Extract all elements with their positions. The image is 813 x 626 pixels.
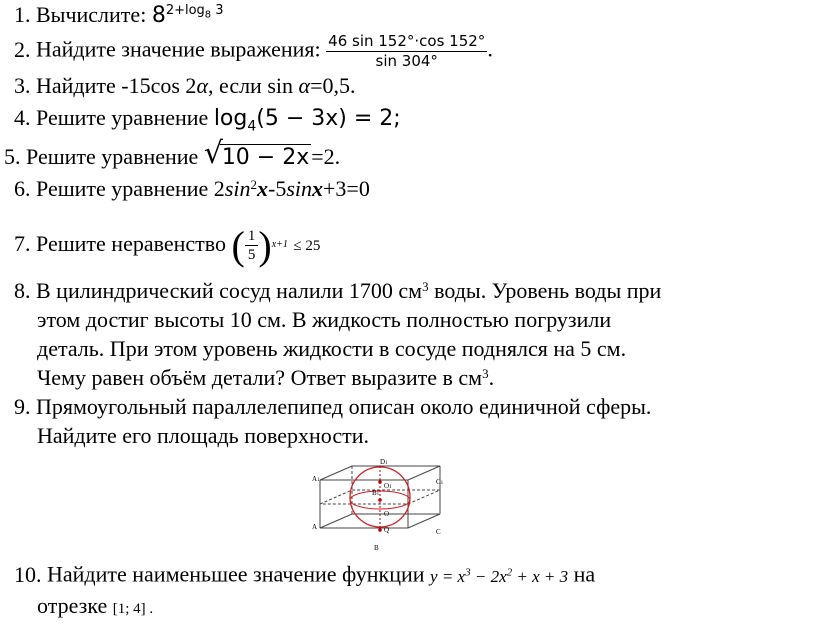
task-number: 9. — [14, 394, 31, 419]
task-8-line-1 — [14, 276, 661, 305]
task-1 — [14, 2, 224, 33]
task-text: Чему равен объём детали? Ответ выразите в см — [37, 365, 483, 390]
point-o — [378, 498, 382, 502]
task-text-mid: , если sin — [208, 73, 299, 98]
task-text-end: =2. — [311, 144, 341, 169]
task-number: 3. — [14, 73, 31, 98]
task-number: 2. — [14, 36, 31, 62]
fraction-numerator: 46 sin 152°·cos 152° — [328, 32, 486, 50]
fraction-numerator: 1 — [245, 227, 259, 246]
power-exponent: 2+log8 3 — [165, 3, 224, 21]
fraction — [245, 227, 259, 264]
task-4 — [14, 105, 401, 139]
alpha-symbol: α — [298, 73, 311, 98]
task-9 — [14, 392, 651, 450]
power-exponent: x+1 — [271, 238, 288, 250]
figure-labels — [312, 458, 444, 552]
label-o: O — [384, 510, 390, 518]
period: . — [145, 600, 154, 617]
task-text-end: +3=0 — [323, 176, 370, 201]
label-c1: C1 — [436, 478, 444, 486]
fraction-denominator: sin 304° — [375, 52, 438, 70]
task-text: Найдите наименьшее значение функции — [47, 561, 431, 587]
task-9-line-2: Найдите его площадь поверхности. — [37, 423, 369, 448]
task-3 — [14, 73, 356, 99]
task-6 — [14, 176, 370, 202]
task-number: 4. — [14, 105, 31, 130]
task-text: Решите уравнение 2 — [36, 176, 225, 201]
parallelepiped-sphere-figure — [312, 458, 448, 554]
cube-exp: 3 — [482, 366, 489, 381]
task-text-mid: -5 — [268, 176, 287, 201]
task-number: 10. — [14, 561, 42, 587]
inequality-rhs: ≤ 25 — [293, 237, 321, 254]
label-a1: A1 — [312, 475, 320, 483]
task-8 — [14, 276, 661, 392]
task-5 — [4, 136, 341, 171]
label-d1: D1 — [380, 458, 388, 466]
period: . — [487, 36, 493, 62]
task-text: Прямоугольный параллелепипед описан около единичной сферы. — [30, 394, 652, 419]
square-root — [203, 136, 311, 171]
task-number: 5. — [4, 144, 21, 169]
task-9-line-1 — [14, 392, 651, 421]
point-o1 — [378, 480, 382, 484]
task-number: 8. — [14, 278, 31, 303]
task-text: Решите уравнение — [26, 144, 204, 169]
task-text: Решите уравнение — [36, 105, 214, 130]
task-number: 7. — [14, 231, 31, 256]
task-text: отрезке — [37, 592, 113, 618]
task-text: Найдите значение выражения: — [36, 36, 327, 62]
radical-sign: √ — [203, 136, 223, 171]
label-o1: O1 — [384, 482, 392, 490]
task-text-end: =0,5. — [310, 73, 356, 98]
sin-func: sin — [224, 176, 251, 201]
label-c: C — [436, 528, 441, 536]
alpha-symbol: α — [196, 73, 208, 98]
task-8-line-2: этом достиг высоты 10 см. В жидкость полностью погрузили — [37, 307, 612, 332]
cube-exp: 3 — [422, 279, 429, 294]
task-8-line-3: деталь. При этом уровень жидкости в сосуде поднялся на 5 см. — [37, 336, 627, 361]
square-exp: 2 — [250, 177, 257, 192]
radicand: 10 − 2x — [221, 145, 310, 170]
power-fraction — [231, 222, 288, 268]
sin-func: sin — [286, 176, 313, 201]
fraction — [326, 32, 487, 71]
point-q — [378, 528, 382, 532]
paren-close: ) — [258, 222, 272, 268]
fraction-denominator: 5 — [247, 247, 256, 264]
label-q: Q — [384, 526, 390, 534]
task-10-line-1 — [14, 558, 595, 591]
task-text: Найдите -15cos 2 — [36, 73, 197, 98]
interval: [1; 4] — [112, 600, 146, 617]
var-x: x — [312, 176, 324, 201]
label-a: A — [312, 523, 318, 531]
log-expression: $\log_4(5 - 3x) = 2$; — [213, 106, 401, 135]
task-text: Вычислите: — [36, 2, 152, 27]
label-b1: B1 — [372, 489, 380, 497]
task-10-line-2 — [14, 591, 595, 624]
task-text: . — [488, 365, 495, 390]
task-10 — [14, 558, 595, 624]
task-text: Решите неравенство — [36, 231, 232, 256]
function-formula: $y = x^3 - 2x^2 + x + 3$ — [430, 566, 569, 586]
task-text: воды. Уровень воды при — [428, 278, 662, 303]
task-text: В цилиндрический сосуд налили 1700 см — [36, 278, 423, 303]
label-b: B — [374, 544, 379, 552]
task-2 — [14, 32, 493, 71]
var-x: x — [257, 176, 268, 201]
task-text: на — [568, 561, 596, 587]
task-number: 1. — [14, 2, 31, 27]
task-8-line-4 — [14, 363, 661, 392]
power-base: 8 — [151, 3, 166, 28]
task-number: 6. — [14, 176, 31, 201]
task-7 — [14, 222, 320, 272]
paren-open: ( — [231, 222, 245, 268]
